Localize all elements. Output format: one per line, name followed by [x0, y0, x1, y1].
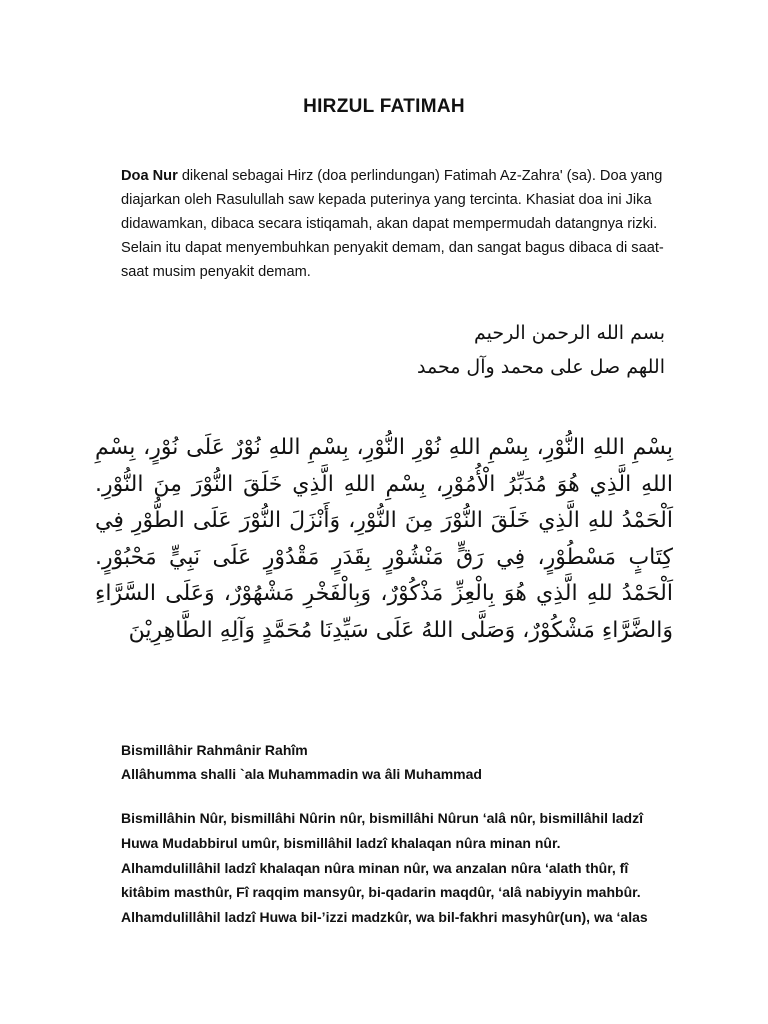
translit-line: Bismillâhin Nûr, bismillâhi Nûrin nûr, bismillâhi Nûrun ‘alâ nûr, bismillâhil ladzî	[121, 810, 643, 826]
translit-basmala: Bismillâhir Rahmânir Rahîm	[121, 742, 308, 758]
translit-salawat: Allâhumma shalli `ala Muhammadin wa âli Muhammad	[121, 766, 482, 782]
transliteration-opening	[121, 738, 681, 786]
intro-bold-term: Doa Nur	[121, 168, 178, 184]
arabic-salawat: اللهم صل على محمد وآل محمد	[416, 356, 665, 378]
transliteration-prayer	[121, 806, 681, 930]
translit-line: Alhamdulillâhil ladzî Huwa bil-’izzi madzkûr, wa bil-fakhri masyhûr(un), wa ‘alas	[121, 909, 648, 926]
intro-paragraph	[121, 164, 681, 284]
translit-line: Alhamdulillâhil ladzî khalaqan nûra minan nûr, wa anzalan nûra ‘alath thûr, fî	[121, 859, 629, 876]
document-title: HIRZUL FATIMAH	[303, 96, 465, 117]
intro-text: dikenal sebagai Hirz (doa perlindungan) Fatimah Az-Zahra' (sa). Doa yang diajarkan oleh Rasulullah saw kepada puterinya yang tercinta. Khasiat doa ini Jika didawamkan, dibaca secara istiqamah, akan dapat mempermudah datangnya rizki. Selain itu dapat menyembuhkan penyakit demam, dan sangat bagus dibaca di saat-saat musim penyakit demam.	[121, 168, 664, 280]
translit-line: Huwa Mudabbirul umûr, bismillâhil ladzî khalaqan nûra minan nûr.	[121, 834, 561, 851]
arabic-prayer-text: بِسْمِ اللهِ النُّوْرِ، بِسْمِ اللهِ نُوْرِ النُّوْرِ، بِسْمِ اللهِ نُوْرٌ عَلَى نُوْرٍ، بِسْمِ اللهِ الَّذِي هُوَ مُدَبِّرُ الْأُمُوْرِ، بِسْمِ اللهِ الَّذِي خَلَقَ النُّوْرَ مِنَ النُّوْرِ. اَلْحَمْدُ للهِ الَّذِي خَلَقَ النُّوْرَ مِنَ النُّوْرِ، وَأَنْزَلَ النُّوْرَ عَلَى الطُّوْرِ فِي كِتَابٍ مَسْطُوْرٍ، فِي رَقٍّ مَنْشُوْرٍ بِقَدَرٍ مَقْدُوْرٍ عَلَى نَبِيٍّ مَحْبُوْرٍ. اَلْحَمْدُ للهِ الَّذِي هُوَ بِالْعِزِّ مَذْكُوْرٌ، وَبِالْفَخْرِ مَشْهُوْرٌ، وَعَلَى السَّرَّاءِ وَالضَّرَّاءِ مَشْكُوْرٌ، وَصَلَّى اللهُ عَلَى سَيِّدِنَا مُحَمَّدٍ وَآلِهِ الطَّاهِرِيْنَ	[95, 435, 673, 643]
arabic-basmala: بسم الله الرحمن الرحيم	[474, 322, 665, 344]
arabic-opening	[100, 316, 665, 384]
translit-line: kitâbim masthûr, Fî raqqim mansyûr, bi-qadarin maqdûr, ‘alâ nabiyyin mahbûr.	[121, 884, 641, 901]
